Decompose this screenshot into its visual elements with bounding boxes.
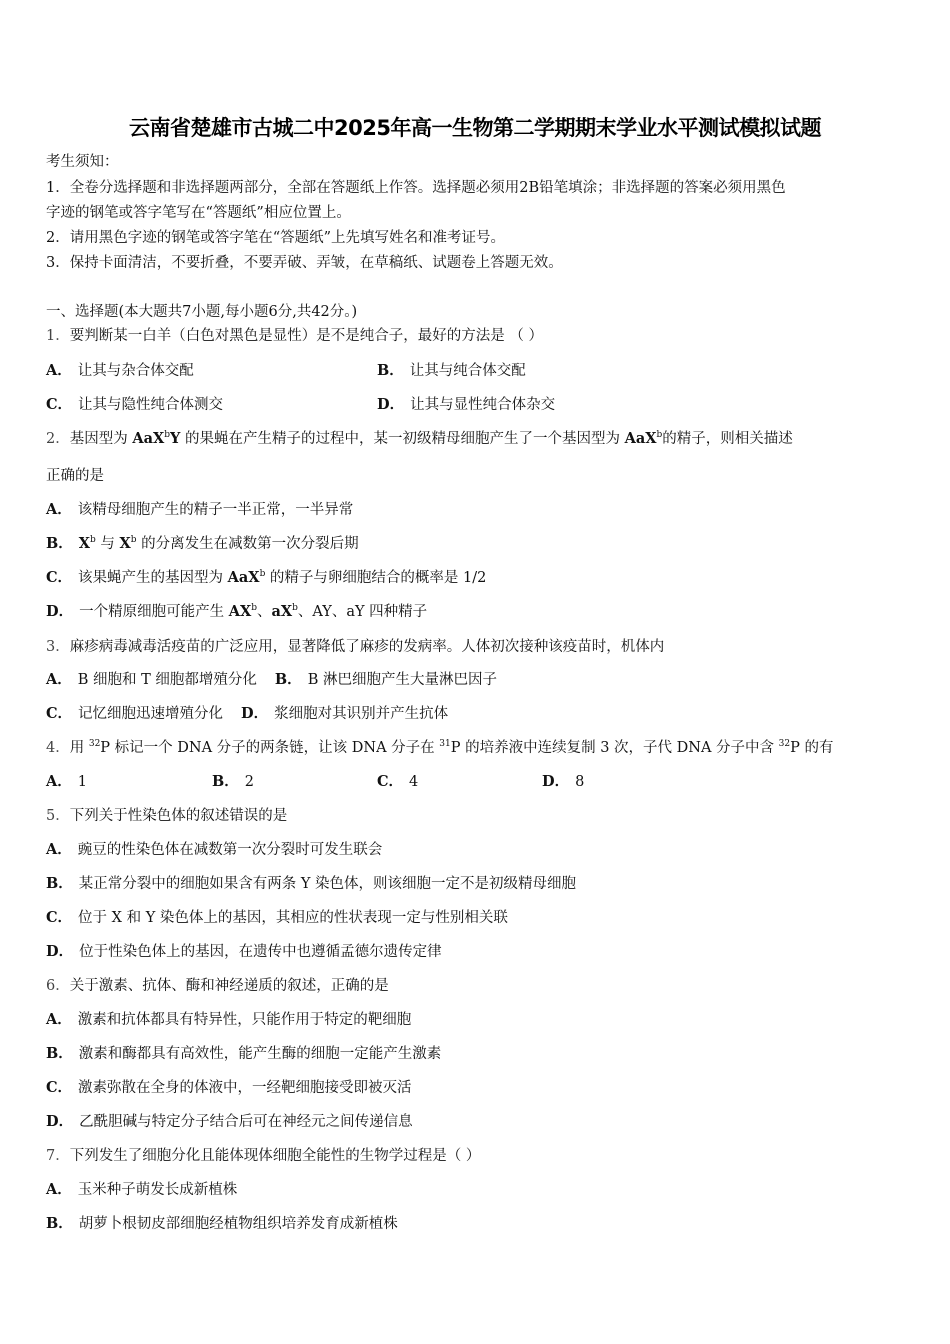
- question-number: 1．: [46, 328, 70, 344]
- notice-item: 3．保持卡面清洁，不要折叠，不要弄破、弄皱，在草稿纸、试题卷上答题无效。: [46, 255, 563, 271]
- genotype-text: AaX: [227, 569, 260, 586]
- option-text: 的精子与卵细胞结合的概率是 1/2: [265, 570, 487, 586]
- superscript: b: [90, 535, 96, 545]
- question-6-stem: [46, 976, 389, 996]
- option-text: 2: [244, 774, 254, 790]
- question-text: 关于激素、抗体、酶和神经递质的叙述，正确的是: [69, 978, 389, 994]
- option-text: 胡萝卜根韧皮部细胞经植物组织培养发育成新植株: [78, 1216, 398, 1232]
- option-label: D．: [377, 396, 405, 413]
- option-label: B．: [46, 1215, 73, 1232]
- option-text: 1: [77, 774, 87, 790]
- question-text: 的果蝇在产生精子的过程中，某一初级精母细胞产生了一个基因型为: [180, 431, 625, 447]
- question-4-option-c: [377, 772, 418, 792]
- question-text: 的精子，则相关描述: [662, 431, 793, 447]
- option-label: C．: [46, 1079, 73, 1096]
- notice-item: 字迹的钢笔或答字笔写在“答题纸”相应位置上。: [46, 205, 351, 221]
- question-7-stem: [46, 1146, 480, 1166]
- option-text: 记忆细胞迅速增殖分化: [78, 706, 224, 722]
- question-6-option-a: [46, 1010, 411, 1030]
- option-label: A．: [46, 1181, 72, 1198]
- question-text: P 的有: [790, 740, 834, 756]
- superscript: 32: [88, 739, 101, 749]
- question-number: 3．: [46, 639, 70, 655]
- superscript: b: [164, 430, 171, 440]
- option-text: 8: [575, 774, 585, 790]
- option-label: B．: [274, 671, 302, 688]
- question-number: 4．: [46, 740, 70, 756]
- option-text: 激素和酶都具有高效性，能产生酶的细胞一定能产生激素: [78, 1046, 442, 1062]
- question-text: 下列关于性染色体的叙述错误的是: [69, 808, 288, 824]
- question-5-stem: [46, 806, 287, 826]
- question-6-option-c: [46, 1078, 412, 1098]
- option-label: B．: [212, 773, 239, 790]
- question-1-option-d: [377, 395, 555, 415]
- option-label: A．: [46, 362, 72, 379]
- genotype-text: AX: [228, 603, 252, 620]
- notice-item: 1．全卷分选择题和非选择题两部分，全部在答题纸上作答。选择题必须用2B铅笔填涂；非选择题的答案必须用黑色: [46, 180, 786, 196]
- option-text: 让其与纯合体交配: [409, 363, 526, 379]
- question-2-option-c: [46, 568, 486, 588]
- question-1-option-a: [46, 361, 194, 381]
- question-text: 基因型为: [69, 431, 133, 447]
- superscript: b: [251, 603, 257, 613]
- question-2-option-b: [46, 534, 359, 554]
- question-3-options-ab: [46, 670, 497, 690]
- option-label: D．: [46, 603, 74, 620]
- notice-heading: 考生须知：: [46, 154, 119, 170]
- notice-item: 2．请用黑色字迹的钢笔或答字笔在“答题纸”上先填写姓名和准考证号。: [46, 230, 506, 246]
- option-text: B 细胞和 T 细胞都增殖分化: [77, 672, 257, 688]
- option-label: D．: [46, 1113, 74, 1130]
- option-label: A．: [46, 671, 72, 688]
- question-number: 2．: [46, 431, 70, 447]
- question-6-option-b: [46, 1044, 441, 1064]
- question-number: 7．: [46, 1148, 70, 1164]
- option-text: 、AY、aY 四种精子: [297, 604, 428, 620]
- option-text: 、: [256, 604, 272, 620]
- superscript: b: [130, 535, 137, 545]
- option-text: 让其与隐性纯合体测交: [78, 397, 224, 413]
- genotype-text: X: [78, 535, 91, 552]
- question-text: 用: [69, 740, 89, 756]
- question-4-option-b: [212, 772, 254, 792]
- option-label: B．: [46, 535, 73, 552]
- option-label: A．: [46, 501, 72, 518]
- option-label: C．: [46, 909, 73, 926]
- section-heading: 一、选择题(本大题共7小题,每小题6分,共42分。): [46, 304, 358, 320]
- option-text: 该精母细胞产生的精子一半正常，一半异常: [77, 502, 354, 518]
- question-1-stem: [46, 326, 543, 346]
- question-text: P 的培养液中连续复制 3 次，子代 DNA 分子中含: [450, 740, 779, 756]
- question-number: 5．: [46, 808, 70, 824]
- question-4-option-d: [542, 772, 584, 792]
- option-label: B．: [377, 362, 404, 379]
- question-text: 麻疹病毒减毒活疫苗的广泛应用，显著降低了麻疹的发病率。人体初次接种该疫苗时，机体内: [69, 639, 665, 655]
- question-4-stem: [46, 738, 833, 758]
- option-text: B 淋巴细胞产生大量淋巴因子: [307, 672, 497, 688]
- question-2-stem-line2: 正确的是: [46, 468, 104, 484]
- superscript: b: [292, 603, 298, 613]
- superscript: 32: [778, 739, 791, 749]
- question-2-option-a: [46, 500, 353, 520]
- question-5-option-b: [46, 874, 576, 894]
- question-2-stem: [46, 429, 793, 449]
- option-text: 让其与杂合体交配: [77, 363, 194, 379]
- option-text: 一个精原细胞可能产生: [79, 604, 229, 620]
- option-text: 的分离发生在减数第一次分裂后期: [136, 536, 359, 552]
- option-label: C．: [46, 569, 73, 586]
- question-6-option-d: [46, 1112, 413, 1132]
- genotype-text: aX: [271, 603, 293, 620]
- option-text: 乙酰胆碱与特定分子结合后可在神经元之间传递信息: [79, 1114, 413, 1130]
- question-5-option-a: [46, 840, 382, 860]
- question-7-option-a: [46, 1180, 237, 1200]
- option-text: 激素和抗体都具有特异性，只能作用于特定的靶细胞: [77, 1012, 412, 1028]
- option-label: B．: [46, 875, 73, 892]
- question-5-option-c: [46, 908, 508, 928]
- genotype-text: Y: [170, 430, 181, 447]
- option-label: A．: [46, 841, 72, 858]
- option-text: 豌豆的性染色体在减数第一次分裂时可发生联会: [77, 842, 383, 858]
- question-text: 下列发生了细胞分化且能体现体细胞全能性的生物学过程是（ ）: [69, 1148, 481, 1164]
- option-label: A．: [46, 773, 72, 790]
- option-label: C．: [46, 396, 73, 413]
- option-label: D．: [46, 943, 74, 960]
- option-text: 位于性染色体上的基因，在遗传中也遵循孟德尔遗传定律: [79, 944, 442, 960]
- question-1-option-b: [377, 361, 526, 381]
- question-number: 6．: [46, 978, 70, 994]
- question-4-option-a: [46, 772, 87, 792]
- option-label: B．: [46, 1045, 73, 1062]
- genotype-text: X: [119, 535, 131, 552]
- genotype-text: AaX: [624, 430, 657, 447]
- option-text: 玉米种子萌发长成新植株: [77, 1182, 238, 1198]
- option-text: 4: [409, 774, 419, 790]
- document-title: 云南省楚雄市古城二中2025年高一生物第二学期期末学业水平测试模拟试题: [129, 116, 821, 140]
- option-text: 激素弥散在全身的体液中，一经靶细胞接受即被灭活: [78, 1080, 412, 1096]
- question-7-option-b: [46, 1214, 398, 1234]
- option-text: 与: [95, 536, 120, 552]
- option-label: A．: [46, 1011, 72, 1028]
- option-label: D．: [542, 773, 570, 790]
- option-text: 某正常分裂中的细胞如果含有两条 Y 染色体，则该细胞一定不是初级精母细胞: [78, 876, 577, 892]
- question-text: P 标记一个 DNA 分子的两条链，让该 DNA 分子在: [100, 740, 440, 756]
- superscript: b: [259, 569, 266, 579]
- option-label: C．: [377, 773, 404, 790]
- option-label: D．: [241, 705, 269, 722]
- option-text: 位于 X 和 Y 染色体上的基因，其相应的性状表现一定与性别相关联: [78, 910, 508, 926]
- question-1-option-c: [46, 395, 223, 415]
- question-3-options-cd: [46, 704, 448, 724]
- genotype-text: AaX: [132, 430, 165, 447]
- superscript: 31: [439, 739, 451, 749]
- question-5-option-d: [46, 942, 442, 962]
- question-3-stem: [46, 637, 664, 657]
- option-text: 该果蝇产生的基因型为: [78, 570, 228, 586]
- option-label: C．: [46, 705, 73, 722]
- superscript: b: [656, 430, 663, 440]
- question-text: 要判断某一白羊（白色对黑色是显性）是不是纯合子，最好的方法是 （ ）: [69, 328, 543, 344]
- option-text: 让其与显性纯合体杂交: [410, 397, 556, 413]
- question-2-option-d: [46, 602, 427, 622]
- option-text: 浆细胞对其识别并产生抗体: [274, 706, 449, 722]
